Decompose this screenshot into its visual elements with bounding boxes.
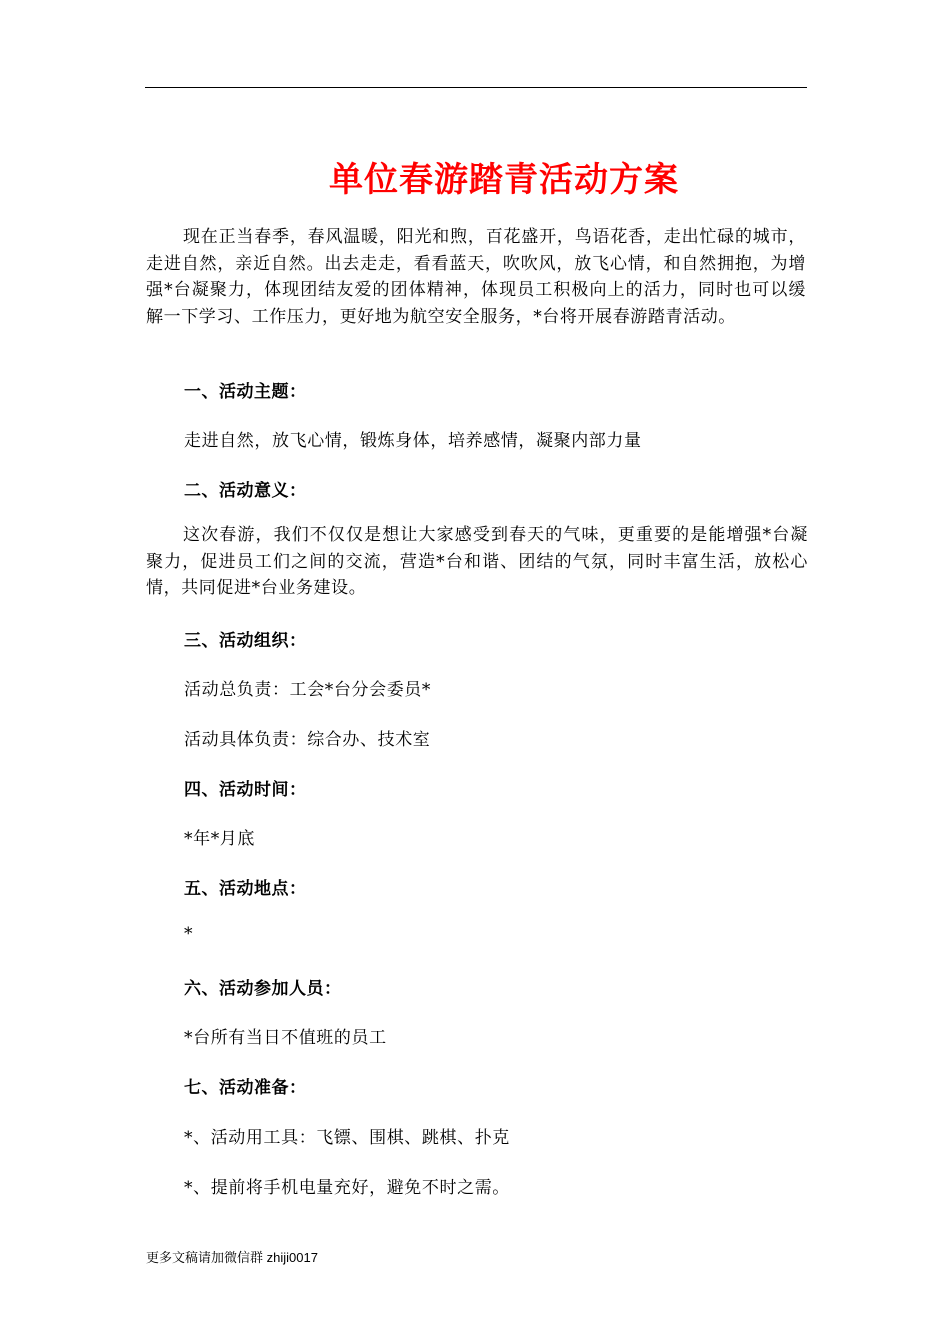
document-title: 单位春游踏青活动方案 (329, 160, 679, 200)
theme-text: 走进自然，放飞心情，锻炼身体，培养感情，凝聚内部力量 (184, 431, 642, 451)
time-text: *年*月底 (184, 829, 255, 849)
footer-note: 更多文稿请加微信群 zhiji0017 (146, 1250, 318, 1265)
prep-line-2: *、提前将手机电量充好，避免不时之需。 (184, 1178, 510, 1198)
org-line-1: 活动总负责：工会*台分会委员* (184, 680, 431, 700)
people-text: *台所有当日不值班的员工 (184, 1028, 387, 1048)
theme-heading: 一、活动主题： (184, 382, 307, 402)
org-heading: 三、活动组织： (184, 631, 307, 651)
org-line-2: 活动具体负责：综合办、技术室 (184, 730, 431, 750)
prep-line-1: *、活动用工具：飞镖、围棋、跳棋、扑克 (184, 1128, 510, 1148)
header-rule (145, 87, 807, 88)
meaning-heading: 二、活动意义： (184, 481, 307, 501)
time-heading: 四、活动时间： (184, 780, 307, 800)
place-text: * (184, 924, 194, 944)
place-heading: 五、活动地点： (184, 879, 307, 899)
prep-heading: 七、活动准备： (184, 1078, 307, 1098)
intro-paragraph: 现在正当春季，春风温暖，阳光和煦，百花盛开，鸟语花香，走出忙碌的城市，走进自然，亲近自然。出去走走，看看蓝天，吹吹风，放飞心情，和自然拥抱，为增强*台凝聚力，体现团结友爱的团体精神，体现员工积极向上的活力，同时也可以缓解一下学习、工作压力，更好地为航空安全服务，*台将开展春游踏青活动。 (146, 227, 806, 327)
people-heading: 六、活动参加人员： (184, 979, 342, 999)
meaning-paragraph: 这次春游，我们不仅仅是想让大家感受到春天的气味，更重要的是能增强*台凝聚力，促进员工们之间的交流，营造*台和谐、团结的气氛，同时丰富生活，放松心情，共同促进*台业务建设。 (146, 525, 808, 598)
